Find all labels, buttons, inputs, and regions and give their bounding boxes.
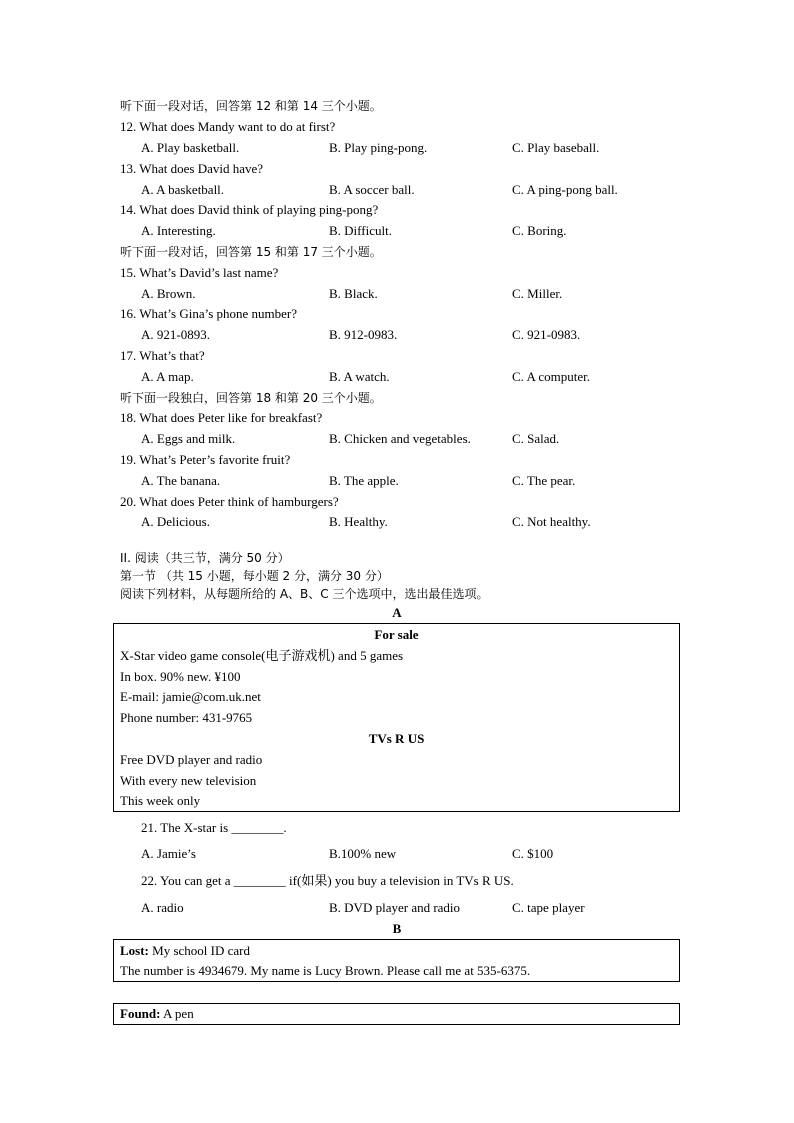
tvs-r-us-title: TVs R US xyxy=(368,731,425,746)
option-20-a: A. Delicious. xyxy=(141,514,210,529)
option-14-b: B. Difficult. xyxy=(329,223,392,238)
ad-line: In box. 90% new. ¥100 xyxy=(120,669,241,684)
option-22-a: A. radio xyxy=(141,900,184,915)
ad-box xyxy=(113,623,680,812)
question-21: 21. The X-star is ________. xyxy=(141,820,287,835)
question-14: 14. What does David think of playing ping-pong? xyxy=(120,202,379,217)
ad-phone: Phone number: 431-9765 xyxy=(120,710,253,725)
for-sale-title: For sale xyxy=(374,627,419,642)
option-16-b: B. 912-0983. xyxy=(329,327,398,342)
option-16-a: A. 921-0893. xyxy=(141,327,210,342)
passage-b-label: B xyxy=(392,921,402,936)
ad-line: With every new television xyxy=(120,773,257,788)
found-notice-box xyxy=(113,1003,680,1025)
option-13-b: B. A soccer ball. xyxy=(329,182,415,197)
question-17: 17. What’s that? xyxy=(120,348,205,363)
option-12-a: A. Play basketball. xyxy=(141,140,240,155)
question-13: 13. What does David have? xyxy=(120,161,264,176)
lost-item: My school ID card xyxy=(148,943,250,958)
option-14-a: A. Interesting. xyxy=(141,223,216,238)
question-12: 12. What does Mandy want to do at first? xyxy=(120,119,336,134)
option-12-b: B. Play ping-pong. xyxy=(329,140,428,155)
passage-a-label: A xyxy=(392,605,402,620)
reading-part-1-heading: 第一节 （共 15 小题，每小题 2 分，满分 30 分） xyxy=(120,569,389,583)
ad-email: E-mail: jamie@com.uk.net xyxy=(120,689,261,704)
found-label: Found: xyxy=(120,1006,161,1021)
lost-notice-box xyxy=(113,939,680,982)
option-14-c: C. Boring. xyxy=(512,223,567,238)
question-19: 19. What’s Peter’s favorite fruit? xyxy=(120,452,291,467)
option-17-b: B. A watch. xyxy=(329,369,390,384)
option-18-c: C. Salad. xyxy=(512,431,560,446)
option-13-c: C. A ping-pong ball. xyxy=(512,182,618,197)
question-20: 20. What does Peter think of hamburgers? xyxy=(120,494,339,509)
lost-notice-details: The number is 4934679. My name is Lucy Brown. Please call me at 535-6375. xyxy=(120,963,531,978)
option-18-b: B. Chicken and vegetables. xyxy=(329,431,471,446)
option-22-b: B. DVD player and radio xyxy=(329,900,461,915)
option-15-a: A. Brown. xyxy=(141,286,196,301)
instruction-section-2: 听下面一段对话，回答第 15 和第 17 三个小题。 xyxy=(120,245,382,259)
found-notice-line xyxy=(120,1006,194,1022)
option-22-c: C. tape player xyxy=(512,900,585,915)
instruction-section-3: 听下面一段独白，回答第 18 和第 20 三个小题。 xyxy=(120,391,382,405)
option-12-c: C. Play baseball. xyxy=(512,140,600,155)
lost-notice-line xyxy=(120,943,250,959)
option-19-b: B. The apple. xyxy=(329,473,399,488)
question-18: 18. What does Peter like for breakfast? xyxy=(120,410,323,425)
option-20-c: C. Not healthy. xyxy=(512,514,591,529)
question-16: 16. What’s Gina’s phone number? xyxy=(120,306,298,321)
reading-instruction: 阅读下列材料，从每题所给的 A、B、C 三个选项中，选出最佳选项。 xyxy=(120,587,489,601)
option-13-a: A. A basketball. xyxy=(141,182,225,197)
reading-heading: II. 阅读（共三节，满分 50 分） xyxy=(120,551,290,565)
question-22: 22. You can get a ________ if(如果) you buy a television in TVs R US. xyxy=(141,873,514,888)
option-18-a: A. Eggs and milk. xyxy=(141,431,236,446)
lost-label: Lost: xyxy=(120,943,149,958)
question-15: 15. What’s David’s last name? xyxy=(120,265,279,280)
option-16-c: C. 921-0983. xyxy=(512,327,581,342)
found-item: A pen xyxy=(160,1006,194,1021)
option-17-a: A. A map. xyxy=(141,369,194,384)
option-19-c: C. The pear. xyxy=(512,473,576,488)
option-15-c: C. Miller. xyxy=(512,286,563,301)
option-19-a: A. The banana. xyxy=(141,473,221,488)
option-17-c: C. A computer. xyxy=(512,369,590,384)
ad-line: X-Star video game console(电子游戏机) and 5 games xyxy=(120,648,404,663)
instruction-section-1: 听下面一段对话，回答第 12 和第 14 三个小题。 xyxy=(120,99,382,113)
option-21-a: A. Jamie’s xyxy=(141,846,196,861)
option-21-c: C. $100 xyxy=(512,846,554,861)
option-20-b: B. Healthy. xyxy=(329,514,388,529)
option-21-b: B.100% new xyxy=(329,846,397,861)
option-15-b: B. Black. xyxy=(329,286,378,301)
ad-line: Free DVD player and radio xyxy=(120,752,263,767)
ad-line: This week only xyxy=(120,793,201,808)
